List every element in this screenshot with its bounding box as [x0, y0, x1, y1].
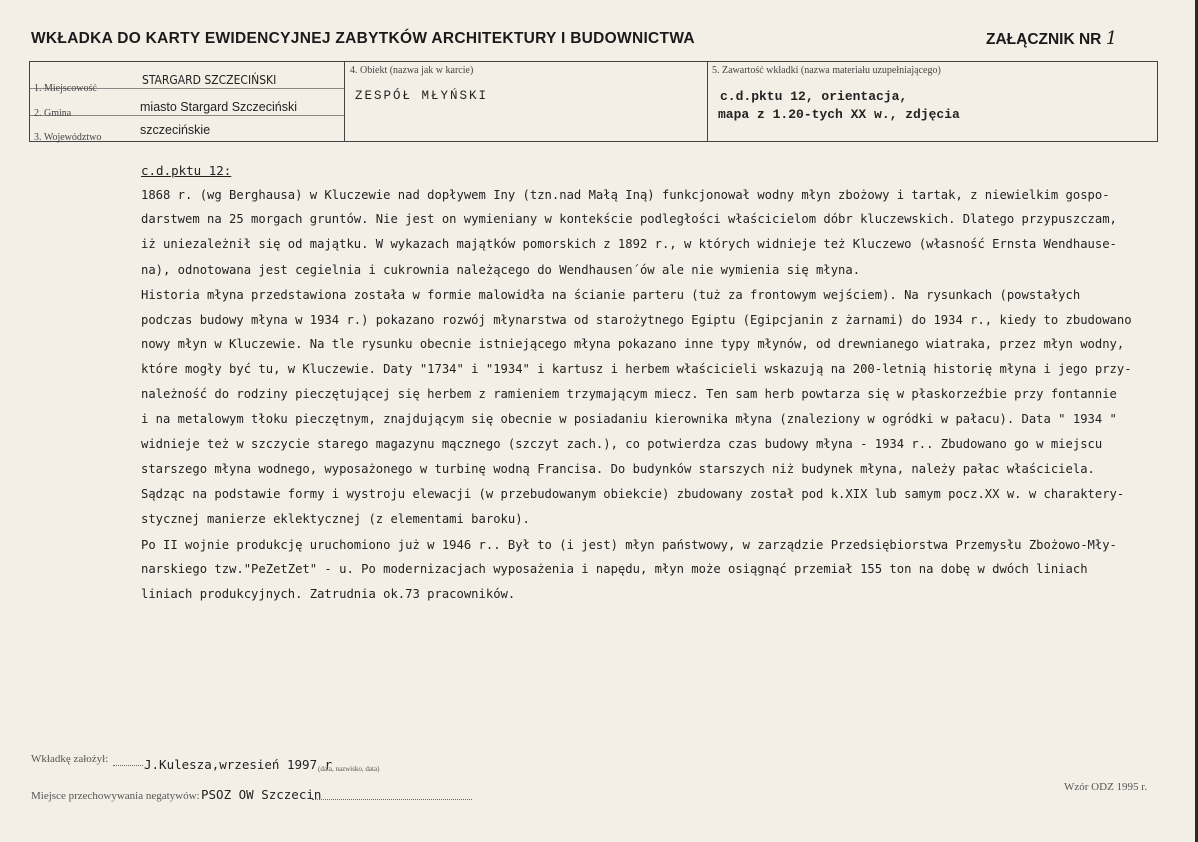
field-label-object: 4. Obiekt (nazwa jak w karcie): [350, 65, 474, 76]
form-header-box: [29, 61, 1158, 142]
body-line: iż uniezależnił się od majątku. W wykazach majątków pomorskich z 1892 r., w których widnieje też Kluczewo (własność Ernsta Wendhause-: [141, 237, 1117, 251]
body-line: podczas budowy młyna w 1934 r.) pokazano rozwój młynarstwa od starożytnego Egiptu (Egipcjanin z żarnami) do 1934 r., kiedy to zbudowano: [141, 313, 1132, 327]
annex-label: ZAŁĄCZNIK NR: [986, 31, 1102, 48]
body-line: nowy młyn w Kluczewie. Na tle rysunku obecnie istniejącego młyna pokazano inne typy młynów, od drewnianego wiatraka, przez młyn wodny,: [141, 337, 1125, 351]
author-hint: (data, nazwisko, data): [318, 765, 380, 773]
field-value-commune: miasto Stargard Szczeciński: [140, 100, 298, 114]
body-line: widnieje też w szczycie starego magazynu mącznego (szczyt zach.), co potwierdza czas budowy młyna - 1934 r.. Zbudowano go w miejscu: [141, 437, 1103, 451]
annex-label-group: [986, 28, 1117, 49]
body-line: 1868 r. (wg Berghausa) w Kluczewie nad dopływem Iny (tzn.nad Małą Iną) funkcjonował wodny młyn zbożowy i tartak, z niewielkim gospo-: [141, 188, 1110, 202]
body-line: i na metalowym tłoku pieczętnym, znajdującym się obecnie w posiadaniu kierownika młyna (znaleziony w ogródki w pałacu). Data " 1934 ": [141, 412, 1117, 426]
form-row-line: [30, 115, 344, 116]
field-value-contents-line1: c.d.pktu 12, orientacja,: [720, 89, 908, 104]
body-line: stycznej manierze eklektycznej (z elementami baroku).: [141, 512, 530, 526]
body-line: które mogły być tu, w Kluczewie. Daty "1734" i "1934" i kartusz i herbem właścicieli wskazują na 200-letnią historię młyna i jego przy-: [141, 362, 1132, 376]
body-line: liniach produkcyjnych. Zatrudnia ok.73 pracowników.: [141, 587, 516, 601]
body-line: Historia młyna przedstawiona została w formie malowidła na ścianie parteru (tuż za frontowym wejściem). Na rysunkach (powstałych: [141, 288, 1081, 302]
field-value-object: ZESPÓŁ MŁYŃSKI: [355, 89, 489, 103]
section-heading: c.d.pktu 12:: [141, 163, 232, 178]
storage-dotted-line: [312, 799, 472, 800]
field-value-locality: STARGARD SZCZECIŃSKI: [142, 73, 277, 87]
author-value: J.Kulesza,wrzesień 1997 r: [144, 757, 333, 772]
template-note: Wzór ODZ 1995 r.: [1064, 781, 1148, 793]
document-title: WKŁADKA DO KARTY EWIDENCYJNEJ ZABYTKÓW ARCHITEKTURY I BUDOWNICTWA: [31, 30, 695, 47]
body-line: narskiego tzw."PeZetZet" - u. Po modernizacjach wyposażenia i napędu, młyn może osiągnąć przemiał 155 ton na dobę w dwóch liniach: [141, 562, 1088, 576]
body-line: Sądząc na podstawie formy i wystroju elewacji (w przebudowanym obiekcie) zbudowany został pod k.XIX lub samym pocz.XX w. w charaktery-: [141, 487, 1125, 501]
body-line: darstwem na 25 morgach gruntów. Nie jest on wymieniany w kontekście podległości właścicielom dóbr kluczewskich. Dlatego przypuszczam,: [141, 212, 1117, 226]
storage-value: PSOZ OW Szczecin: [201, 787, 322, 802]
body-line: starszego młyna wodnego, wyposażonego w turbinę wodną Francisa. Do budynków starszych niż budynek młyna, należy pałac właściciela.: [141, 462, 1095, 476]
field-label-contents: 5. Zawartość wkładki (nazwa materiału uzupełniającego): [712, 65, 941, 76]
field-value-contents-line2: mapa z 1.20-tych XX w., zdjęcia: [718, 107, 960, 122]
annex-number: 1: [1105, 28, 1118, 49]
field-label-voivodeship: 3. Województwo: [34, 132, 102, 143]
storage-label: Miejsce przechowywania negatywów:: [31, 790, 200, 802]
body-line: należność do rodziny pieczętującej się herbem z ramieniem trzymającym miecz. Ten sam herb powtarza się w płaskorzeźbie przy fontannie: [141, 387, 1117, 401]
field-label-locality: 1. Miejscowość: [34, 83, 97, 94]
form-divider: [344, 62, 345, 141]
field-label-commune: 2. Gmina: [34, 108, 72, 119]
body-line: na), odnotowana jest cegielnia i cukrownia należącego do Wendhausen´ów ale nie wymienia się młyna.: [141, 263, 861, 277]
author-dotted-line: [113, 765, 143, 766]
author-label: Wkładkę założył:: [31, 753, 109, 765]
field-value-voivodeship: szczecińskie: [140, 123, 211, 137]
body-line: Po II wojnie produkcję uruchomiono już w 1946 r.. Był to (i jest) młyn państwowy, w zarządzie Przedsiębiorstwa Przemysłu Zbożowo-Mły-: [141, 538, 1117, 552]
form-divider: [707, 62, 708, 141]
